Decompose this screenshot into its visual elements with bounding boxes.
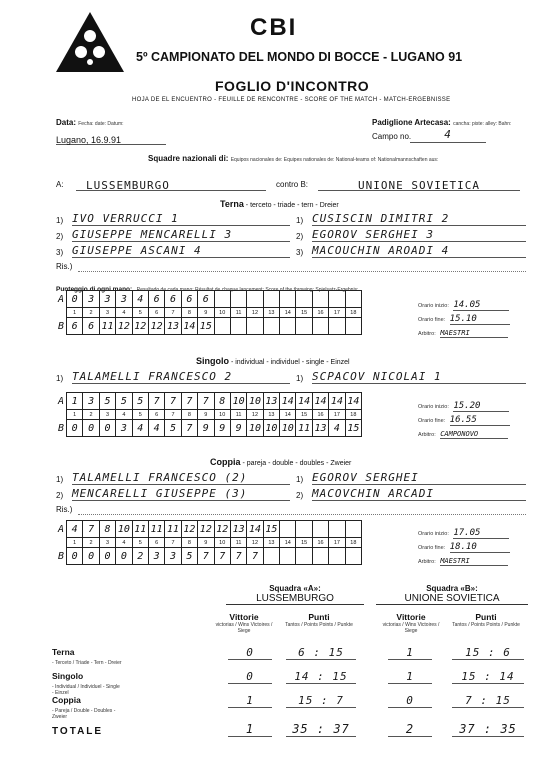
score-cell: 4 (132, 291, 148, 308)
score-cell (329, 548, 345, 565)
score-cell (296, 548, 312, 565)
summary-b-punti: 7 : 15 (452, 694, 524, 708)
score-cell: 5 (99, 393, 115, 410)
column-number: 17 (329, 538, 345, 548)
score-cell: 6 (83, 318, 99, 335)
score-cell: 14 (280, 393, 296, 410)
summary-a-punti: 14 : 15 (286, 670, 356, 684)
total-b-punti: 37 : 35 (452, 722, 524, 737)
row-label (56, 410, 67, 420)
score-cell: 10 (247, 420, 263, 437)
column-number: 6 (148, 308, 164, 318)
score-cell: 8 (99, 521, 115, 538)
score-cell: 7 (230, 548, 246, 565)
summary-row-sub: - Pareja / Double - Doubles - Zweier (52, 708, 116, 720)
score-cell: 10 (116, 521, 132, 538)
score-cell (247, 318, 263, 335)
score-cell: 7 (83, 521, 99, 538)
team-a-value: LUSSEMBURGO (76, 176, 266, 191)
score-cell: 12 (116, 318, 132, 335)
summary-a-vittorie: 0 (228, 670, 272, 684)
column-number: 17 (329, 410, 345, 420)
summary-b-vittorie: 1 (388, 646, 432, 660)
score-cell: 10 (263, 420, 279, 437)
score-cell: 0 (116, 548, 132, 565)
summary-row-label: Singolo (52, 671, 84, 681)
summary-a-vittorie: 0 (228, 646, 272, 660)
column-number: 10 (214, 538, 230, 548)
column-number: 3 (99, 308, 115, 318)
score-cell: 11 (165, 521, 181, 538)
row-label: A (57, 523, 65, 535)
score-cell: 3 (99, 291, 115, 308)
summary-row (52, 642, 532, 666)
column-number: 11 (230, 308, 246, 318)
score-cell: 11 (99, 318, 115, 335)
score-cell (247, 291, 263, 308)
teams-label: Squadre nazionali di: Equipos nacionales de: Equipes nationales de: National-teams of: Nationalmannschaften aus: (148, 154, 439, 163)
score-cell (280, 291, 296, 308)
column-number: 13 (263, 410, 279, 420)
coppia-title: Coppia - pareja - double - doubles - Zweier (210, 457, 352, 467)
score-cell: 3 (116, 291, 132, 308)
form-subtitle: HOJA DE EL ENCUENTRO - FEUILLE DE RENCONTRE - SCORE OF THE MATCH - MATCH-ERGEBNISSE (132, 97, 451, 103)
score-cell: 10 (280, 420, 296, 437)
column-number: 5 (132, 538, 148, 548)
date-field: Lugano, 16.9.91 (56, 130, 166, 145)
column-number: 14 (280, 308, 296, 318)
score-cell: 11 (296, 420, 312, 437)
score-cell (296, 318, 312, 335)
score-cell (312, 548, 328, 565)
column-number: 7 (165, 410, 181, 420)
score-cell (312, 521, 328, 538)
score-cell: 6 (148, 291, 164, 308)
singolo-title: Singolo - individual - individuel - single - Einzel (196, 356, 350, 366)
summary-row (52, 666, 532, 696)
score-cell (345, 318, 361, 335)
column-number: 4 (116, 538, 132, 548)
score-cell: 2 (132, 548, 148, 565)
column-number: 9 (198, 308, 214, 318)
score-cell: 14 (329, 393, 345, 410)
score-cell: 6 (198, 291, 214, 308)
score-cell: 12 (132, 318, 148, 335)
total-b-vittorie: 2 (388, 722, 432, 737)
column-number: 5 (132, 410, 148, 420)
score-cell (329, 291, 345, 308)
total-a-punti: 35 : 37 (286, 722, 356, 737)
score-cell (312, 291, 328, 308)
column-number: 8 (181, 538, 197, 548)
column-number: 16 (312, 538, 328, 548)
column-number: 3 (99, 410, 115, 420)
row-label: B (57, 550, 65, 562)
summary-row-label: Coppia (52, 695, 81, 705)
score-cell: 10 (247, 393, 263, 410)
score-cell (263, 548, 279, 565)
score-cell: 15 (198, 318, 214, 335)
score-cell: 8 (214, 393, 230, 410)
column-number: 12 (247, 538, 263, 548)
score-cell: 0 (67, 548, 83, 565)
column-number: 1 (67, 538, 83, 548)
score-cell (230, 291, 246, 308)
column-number: 8 (181, 410, 197, 420)
score-cell: 9 (214, 420, 230, 437)
score-cell (329, 521, 345, 538)
terna-title: Terna - terceto - triade - tern - Dreier (220, 199, 339, 209)
column-number: 11 (230, 410, 246, 420)
row-label: A (57, 395, 65, 407)
score-cell: 13 (263, 393, 279, 410)
score-cell: 5 (132, 393, 148, 410)
column-number: 1 (67, 410, 83, 420)
singolo-score-table (56, 392, 362, 437)
score-cell: 0 (99, 420, 115, 437)
column-number: 2 (83, 308, 99, 318)
score-cell: 7 (165, 393, 181, 410)
team-b-label: contro B: (276, 180, 309, 189)
summary-row-label: Terna (52, 647, 75, 657)
row-label: B (57, 422, 65, 434)
score-cell: 9 (198, 420, 214, 437)
score-cell: 14 (345, 393, 361, 410)
column-number: 9 (198, 538, 214, 548)
score-cell: 7 (181, 420, 197, 437)
score-cell: 3 (148, 548, 164, 565)
form-title: FOGLIO D'INCONTRO (215, 78, 370, 94)
punti-header-a: Punti Tantos / Points Points / Punkte (285, 612, 353, 628)
score-cell: 12 (198, 521, 214, 538)
summary-row-sub: - Individual / Individuel - Single - Einzel (52, 684, 120, 696)
score-cell: 12 (181, 521, 197, 538)
padiglione-label: Padiglione Artecasa: cancha: piste: alley: Bahn: (372, 118, 512, 127)
column-number: 7 (165, 538, 181, 548)
score-cell (296, 291, 312, 308)
score-cell: 1 (67, 393, 83, 410)
score-cell: 0 (99, 548, 115, 565)
punteggio-label: Punteggio di ogni mano: Resultado de cada mano: Résultat de chaque lancement: Score of the throwing: Spielsatz-Ergebnis: (56, 286, 359, 293)
row-label: B (57, 320, 65, 332)
summary-b-vittorie: 1 (388, 670, 432, 684)
score-cell: 6 (165, 291, 181, 308)
score-cell: 5 (165, 420, 181, 437)
vittorie-header-a: Vittorie victorias / Wins Victoires / Siege (215, 612, 273, 634)
column-number: 2 (83, 410, 99, 420)
column-number: 4 (116, 410, 132, 420)
score-cell (214, 318, 230, 335)
campo-label: Campo no. (372, 132, 412, 141)
score-cell: 9 (230, 420, 246, 437)
score-cell: 15 (263, 521, 279, 538)
score-cell: 0 (67, 420, 83, 437)
column-number: 14 (280, 410, 296, 420)
score-cell: 13 (165, 318, 181, 335)
score-cell (280, 521, 296, 538)
score-cell: 12 (214, 521, 230, 538)
score-cell: 15 (345, 420, 361, 437)
score-cell: 7 (198, 393, 214, 410)
row-label (56, 538, 67, 548)
column-number: 5 (132, 308, 148, 318)
team-a-label: A: (56, 180, 64, 189)
summary-a-punti: 6 : 15 (286, 646, 356, 660)
score-cell: 4 (148, 420, 164, 437)
summary-row (52, 690, 532, 720)
column-number: 9 (198, 410, 214, 420)
score-cell: 3 (116, 420, 132, 437)
team-b-value: UNIONE SOVIETICA (318, 176, 520, 191)
score-cell: 7 (148, 393, 164, 410)
score-cell: 10 (230, 393, 246, 410)
score-cell (263, 318, 279, 335)
row-label (56, 308, 67, 318)
score-cell: 0 (83, 548, 99, 565)
column-number: 17 (329, 308, 345, 318)
total-a-vittorie: 1 (228, 722, 272, 737)
summary-team-a: Squadra «A»: LUSSEMBURGO (226, 584, 364, 605)
total-label: TOTALE (52, 726, 104, 737)
summary-team-b: Squadra «B»: UNIONE SOVIETICA (376, 584, 528, 605)
column-number: 3 (99, 538, 115, 548)
column-number: 13 (263, 308, 279, 318)
column-number: 14 (280, 538, 296, 548)
column-number: 6 (148, 538, 164, 548)
score-cell: 4 (329, 420, 345, 437)
singolo-players: 1) TALAMELLI FRANCESCO 2 1) SCPACOV NICOLAI 1 (56, 370, 526, 388)
terna-side-info: Orario inizio: 14.05 Orario fine: 15.10 Arbitro: MAESTRI (418, 294, 528, 336)
score-cell: 4 (67, 521, 83, 538)
row-label: A (57, 293, 65, 305)
column-number: 7 (165, 308, 181, 318)
punti-header-b: Punti Tantos / Points Points / Punkte (452, 612, 520, 628)
score-cell (230, 318, 246, 335)
terna-score-table (56, 290, 362, 335)
score-cell (296, 521, 312, 538)
score-cell: 7 (198, 548, 214, 565)
score-cell: 11 (148, 521, 164, 538)
score-cell (345, 521, 361, 538)
score-cell: 3 (83, 393, 99, 410)
score-cell: 14 (296, 393, 312, 410)
summary-a-vittorie: 1 (228, 694, 272, 708)
summary-a-punti: 15 : 7 (286, 694, 356, 708)
column-number: 16 (312, 308, 328, 318)
score-cell: 13 (312, 420, 328, 437)
column-number: 12 (247, 308, 263, 318)
score-cell: 4 (132, 420, 148, 437)
coppia-score-table (56, 520, 362, 565)
column-number: 18 (345, 538, 361, 548)
column-number: 1 (67, 308, 83, 318)
score-cell (214, 291, 230, 308)
score-cell: 13 (230, 521, 246, 538)
score-cell: 6 (67, 318, 83, 335)
coppia-side-info: Orario inizio: 17.05 Orario fine: 18.10 Arbitro: MAESTRI (418, 522, 528, 564)
event-title: 5º CAMPIONATO DEL MONDO DI BOCCE - LUGANO 91 (136, 50, 463, 64)
score-cell: 5 (181, 548, 197, 565)
score-cell: 11 (132, 521, 148, 538)
date-label: Data: Fecha: date: Datum: (56, 118, 124, 127)
score-cell: 7 (214, 548, 230, 565)
score-cell (345, 291, 361, 308)
column-number: 4 (116, 308, 132, 318)
vittorie-header-b: Vittorie victorias / Wins Victoires / Siege (382, 612, 440, 634)
score-cell (329, 318, 345, 335)
score-cell: 14 (247, 521, 263, 538)
coppia-players: 1) TALAMELLI FRANCESCO (2) 1) EGOROV SERGHEI 2) MENCARELLI GIUSEPPE (3) 2) MACOVCHIN ARCADI Ris.) (56, 471, 526, 517)
column-number: 2 (83, 538, 99, 548)
score-cell: 3 (83, 291, 99, 308)
score-cell (345, 548, 361, 565)
score-cell: 7 (181, 393, 197, 410)
column-number: 12 (247, 410, 263, 420)
summary-row-sub: - Terceto / Triade - Tern - Dreier (52, 660, 122, 666)
terna-players: 1) IVO VERRUCCI 1 1) CUSISCIN DIMITRI 2 2) GIUSEPPE MENCARELLI 3 2) EGOROV SERGHEI 3 3) GIUSEPPE ASCANI 4 3) MACOUCHIN AROADI 4 Ris.) (56, 212, 526, 274)
column-number: 10 (214, 308, 230, 318)
score-cell: 7 (247, 548, 263, 565)
column-number: 8 (181, 308, 197, 318)
cbi-logo (54, 10, 126, 74)
column-number: 15 (296, 410, 312, 420)
column-number: 11 (230, 538, 246, 548)
campo-value: 4 (410, 128, 486, 143)
singolo-side-info: Orario inizio: 15.20 Orario fine: 16.55 Arbitro: CAMPONOVO (418, 395, 528, 437)
org-title: CBI (250, 14, 298, 41)
score-cell: 3 (165, 548, 181, 565)
score-cell (312, 318, 328, 335)
summary-b-vittorie: 0 (388, 694, 432, 708)
summary-total-row (52, 722, 532, 742)
column-number: 10 (214, 410, 230, 420)
summary-rows (52, 642, 532, 720)
score-cell: 0 (67, 291, 83, 308)
score-cell (280, 548, 296, 565)
score-cell (263, 291, 279, 308)
score-cell: 0 (83, 420, 99, 437)
summary-b-punti: 15 : 6 (452, 646, 524, 660)
column-number: 18 (345, 308, 361, 318)
column-number: 15 (296, 308, 312, 318)
score-cell: 6 (181, 291, 197, 308)
column-number: 6 (148, 410, 164, 420)
column-number: 13 (263, 538, 279, 548)
summary-b-punti: 15 : 14 (452, 670, 524, 684)
column-number: 18 (345, 410, 361, 420)
score-cell: 12 (148, 318, 164, 335)
score-cell: 14 (181, 318, 197, 335)
score-cell (280, 318, 296, 335)
column-number: 16 (312, 410, 328, 420)
score-cell: 5 (116, 393, 132, 410)
score-cell: 14 (312, 393, 328, 410)
column-number: 15 (296, 538, 312, 548)
